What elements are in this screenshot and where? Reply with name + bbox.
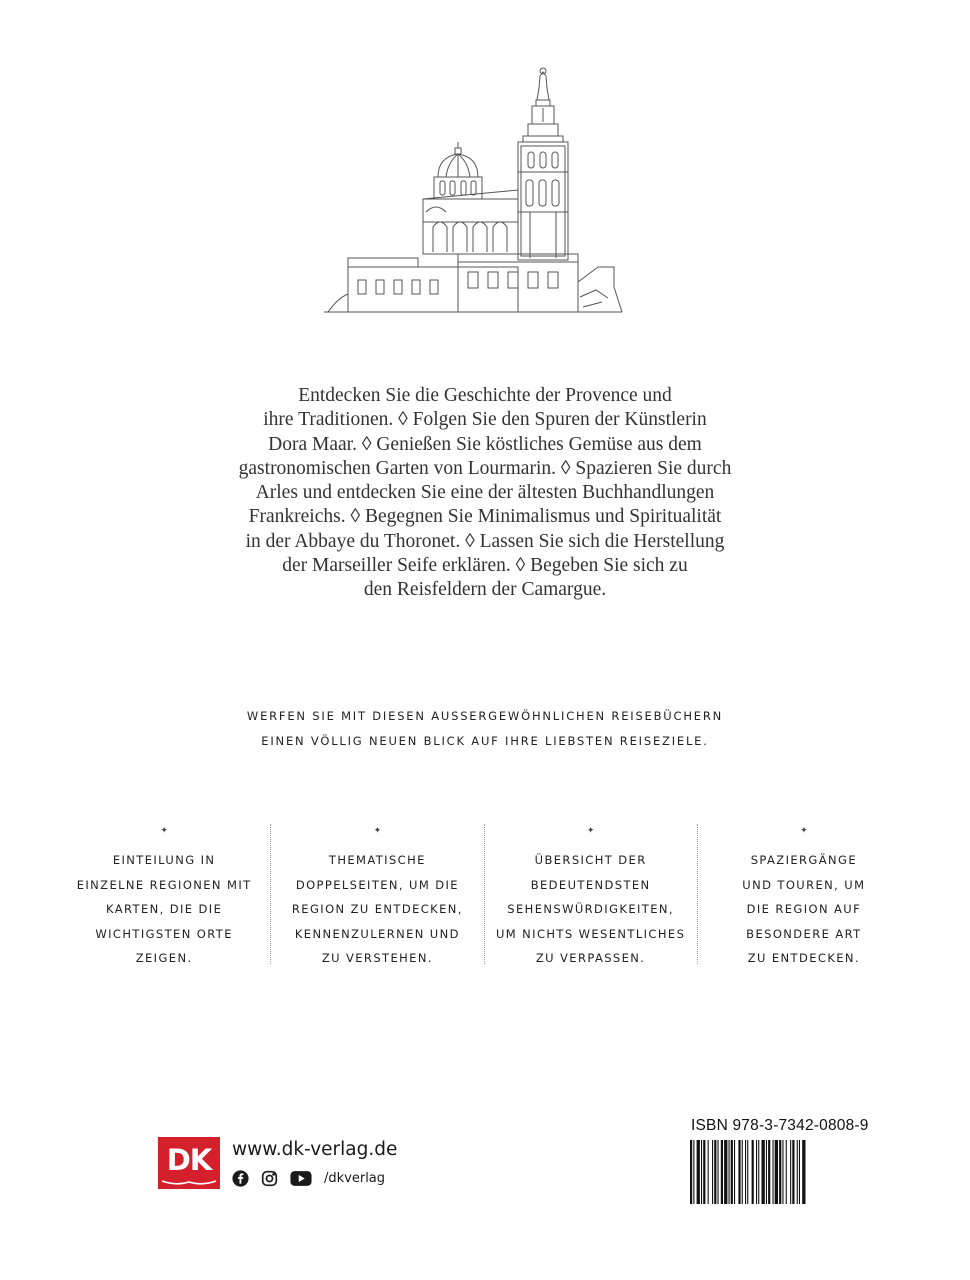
feature-column	[58, 824, 270, 964]
feature-column	[484, 824, 697, 964]
barcode-bar	[742, 1140, 743, 1204]
blurb-line: den Reisfeldern der Camargue.	[363, 579, 607, 601]
facebook-icon[interactable]	[232, 1170, 249, 1187]
barcode-bar	[712, 1140, 713, 1204]
barcode-bar	[701, 1140, 702, 1204]
tagline-line: EINEN VÖLLIG NEUEN BLICK AUF IHRE LIEBSTEN REISEZIELE.	[261, 734, 709, 748]
book-pages-icon	[160, 1179, 218, 1187]
barcode-bar	[766, 1140, 767, 1204]
tagline	[100, 704, 870, 754]
barcode-bar	[690, 1140, 692, 1204]
description-text	[150, 384, 820, 603]
feature-columns	[58, 824, 910, 964]
star-marker-icon: ✦	[800, 826, 808, 836]
instagram-icon[interactable]	[261, 1170, 278, 1187]
feature-column	[270, 824, 483, 964]
isbn-number: ISBN 978-3-7342-0808-9	[691, 1117, 869, 1134]
tagline-line: WERFEN SIE MIT DIESEN AUSSERGEWÖHNLICHEN REISEBÜCHERN	[246, 709, 724, 723]
star-marker-icon: ✦	[586, 826, 595, 836]
barcode-bar	[758, 1140, 759, 1204]
barcode-bar	[799, 1140, 800, 1204]
barcode-bar	[752, 1140, 754, 1204]
barcode-bar	[775, 1140, 778, 1204]
blurb-line: gastronomischen Garten von Lourmarin. ◊ Spazieren Sie durch	[238, 457, 732, 479]
feature-text: SPAZIERGÄNGE UND TOUREN, UM DIE REGION AUF BESONDERE ART ZU ENTDECKEN.	[742, 853, 866, 965]
blurb-line: Arles und entdecken Sie eine der ältesten Buchhandlungen	[255, 482, 715, 504]
barcode-bar	[802, 1140, 805, 1204]
barcode-bar	[718, 1140, 719, 1204]
feature-column	[697, 824, 910, 964]
basilica-illustration	[318, 62, 628, 318]
barcode-bar	[697, 1140, 700, 1204]
barcode-bar	[762, 1140, 765, 1204]
barcode-bar	[747, 1140, 748, 1204]
website-link[interactable]: www.dk-verlag.de	[232, 1139, 398, 1160]
barcode-bar	[721, 1140, 723, 1204]
barcode-bar	[786, 1140, 787, 1204]
feature-text: EINTEILUNG IN EINZELNE REGIONEN MIT KARTEN, DIE DIE WICHTIGSTEN ORTE ZEIGEN.	[76, 853, 252, 965]
barcode-bar	[797, 1140, 798, 1204]
barcode-bar	[693, 1140, 694, 1204]
barcode-bar	[773, 1140, 774, 1204]
feature-text: THEMATISCHE DOPPELSEITEN, UM DIE REGION ZU ENTDECKEN, KENNENZULERNEN UND ZU VERSTEHEN.	[291, 853, 463, 965]
blurb-line: der Marseiller Seife erklären. ◊ Begeben Sie sich zu	[282, 555, 688, 577]
social-links	[232, 1168, 385, 1188]
blurb-line: ihre Traditionen. ◊ Folgen Sie den Spuren der Künstlerin	[263, 409, 707, 431]
barcode-bar	[745, 1140, 746, 1204]
barcode-bar	[768, 1140, 770, 1204]
barcode-bar	[782, 1140, 783, 1204]
blurb-line: Dora Maar. ◊ Genießen Sie köstliches Gemüse aus dem	[268, 433, 702, 455]
social-handle[interactable]: /dkverlag	[324, 1170, 386, 1186]
logo-text: DK	[166, 1143, 212, 1177]
star-marker-icon: ✦	[160, 826, 168, 836]
barcode-bar	[756, 1140, 757, 1204]
barcode-bar	[790, 1140, 791, 1204]
barcode-bar	[708, 1140, 709, 1204]
barcode-bar	[792, 1140, 794, 1204]
youtube-icon[interactable]	[290, 1170, 312, 1187]
barcode-bar	[724, 1140, 727, 1204]
blurb-line: Frankreichs. ◊ Begegnen Sie Minimalismus und Spiritualität	[248, 506, 722, 528]
feature-text: ÜBERSICHT DER BEDEUTENDSTEN SEHENSWÜRDIGKEITEN, UM NICHTS WESENTLICHES ZU VERPASSEN.	[495, 853, 686, 965]
barcode-bar	[738, 1140, 740, 1204]
barcode-bar	[703, 1140, 705, 1204]
star-marker-icon: ✦	[373, 826, 382, 836]
barcode-bar	[729, 1140, 730, 1204]
barcode-bar	[714, 1140, 716, 1204]
barcode-bar	[734, 1140, 735, 1204]
blurb-line: in der Abbaye du Thoronet. ◊ Lassen Sie sich die Herstellung	[245, 530, 725, 552]
blurb-line: Entdecken Sie die Geschichte der Provence und	[298, 385, 672, 406]
barcode-bar	[779, 1140, 781, 1204]
dk-logo	[158, 1137, 220, 1189]
barcode	[690, 1140, 850, 1204]
barcode-bar	[731, 1140, 733, 1204]
